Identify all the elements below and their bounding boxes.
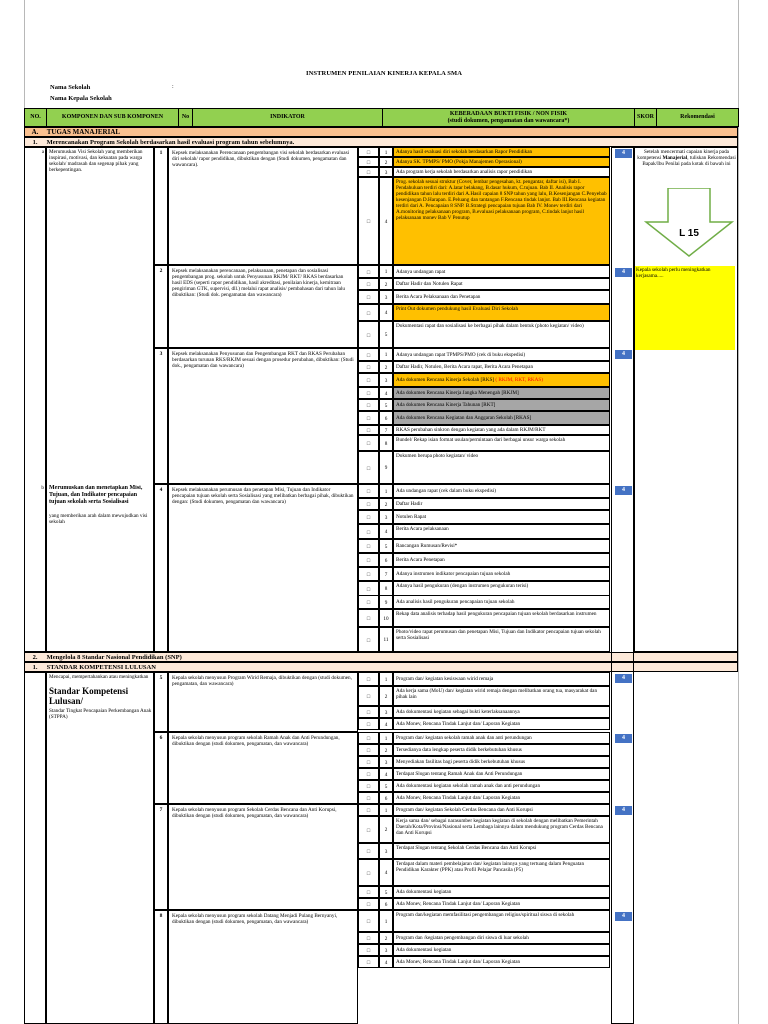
evidence-number: 5 [379,539,393,553]
evidence-text: Print Out dokumen pendukung hasil Evaluasi Diri Sekolah [393,304,610,321]
evidence-number: 1 [379,804,393,816]
indikator-number: 2 [159,268,163,274]
evidence-number: 3 [379,510,393,524]
evidence-checkbox[interactable]: ☐ [358,361,379,373]
evidence-text: Daftar Hadir [393,498,610,510]
evidence-text: Prog. sekolah sesuai struktur (Cover, lembar pengesahan, kt. pengantar, daftar isi), Bab I. Pendahuluan terdiri dari: A.latar belakang, B.dasar hukum, C.tujuan. Bab II. Analisis rapor pendidikan tahun lalu terdiri dari A.Hasil capaian 8 SNP tahun yang lalu, B.Kesenjangan C.Penyebab kesenjangan D.Harapan. E.Peluang dan tantangan F.Rencana tindak lanjut. Bab III.Rencana kegiatan terdiri dari A. Pencapaian 8 SNP. B.Strategi pencapaian tujuan Bab IV. Monev terdiri dari A.monitoring pelaksanaan program, B.evaluasi pelaksanaan program, C.tindak lanjut hasil pelaksanaan monev Bab V Penutup [393,177,610,265]
indikator-number: 8 [159,913,163,919]
evidence-number: 2 [379,744,393,756]
indikator-number: 6 [159,735,163,741]
score-cell[interactable]: 4 [615,149,632,158]
evidence-number: 1 [379,910,393,932]
indikator-number: 3 [159,351,163,357]
score-cell[interactable]: 4 [615,486,632,495]
evidence-number: 2 [379,686,393,706]
indikator-text: Kepala sekolah menyusun program sekolah Datang Menjadi Pulang Bernyanyi, dibuktikan dengan (studi dokumen, pengamatan, dan wawancara) [172,913,338,925]
evidence-text: Ada dokumentasi kegiatan sebagai bukti keterlaksanaannya [393,706,610,718]
evidence-text: Bundel/ Rekap isian format usulan/permintaan dari berbagai unsur warga sekolah [393,435,610,451]
sub-1-label: Merencanakan Program Sekolah berdasarkan hasil evaluasi program tahun sebelumnya. [46,139,295,146]
score-cell[interactable]: 4 [615,734,632,743]
score-cell[interactable]: 4 [615,806,632,815]
evidence-red-note: ( RKJM, RKT, RKAS) [494,377,544,383]
evidence-checkbox[interactable]: ☐ [358,321,379,348]
indikator-cell [168,732,358,804]
evidence-text: Ada dokumen Rencana Kinerja Sekolah [RKS] ( RKJM, RKT, RKAS) [393,373,610,387]
komponen-column-2 [46,672,154,1024]
score-cell[interactable]: 4 [615,268,632,277]
evidence-text: Ada dokumentasi kegiatan [393,886,610,898]
indikator-text: Kepsek melaksanakan Perencanaan pengembangan visi sekolah berdasarkan evaluasi diri sekolah/ rapor pendidikan, dibuktikan dengan (Studi dokumen, pengamatan dan wawancara). [172,150,350,168]
evidence-checkbox[interactable]: ☐ [358,686,379,706]
indikator-number-cell [154,804,168,910]
rekomendasi-note[interactable]: Kepala sekolah perlu meningkatkan kerjasama..... [635,266,735,350]
skl-big: Standar Kompetensi Lulusan/ [49,686,129,706]
indikator-cell [168,348,358,484]
evidence-number: 2 [379,816,393,843]
evidence-text: Program dan/kegiatan memfasilitasi pengembangan religius/spiritual siswa di sekolah [393,910,610,932]
evidence-text: Adanya instrumen indikator pencapaian tujuan sekolah [393,567,610,581]
evidence-number: 3 [379,290,393,304]
indikator-number-cell [154,732,168,804]
evidence-text: Berita Acara pelaksanaan [393,524,610,539]
evidence-checkbox[interactable]: ☐ [358,944,379,956]
evidence-text: Adanya hasil pengukuran (dengan instrumen pengukuran terisi) [393,581,610,596]
section-a-label: TUGAS MANAJERIAL [46,128,121,136]
col-no: NO. [25,109,47,127]
evidence-checkbox[interactable]: ☐ [358,411,379,425]
komp-b-code: b [41,485,44,491]
indikator-number-cell [154,147,168,265]
evidence-checkbox[interactable]: ☐ [358,147,379,157]
col-komponen: KOMPONEN DAN SUB KOMPONEN [47,109,179,127]
evidence-checkbox[interactable]: ☐ [358,595,379,609]
evidence-number: 1 [379,147,393,157]
indikator-text: Kepsek melaksanakan Penyusunan dan Pengembangan RKT dan RKAS Perubahan berdasarkan turunan RKS/RKJM sesuai dengan prosedur perubahan, dibuktikan: (Studi dok., pengamatan dan wawancara) [172,351,354,369]
evidence-checkbox[interactable]: ☐ [358,744,379,756]
evidence-checkbox[interactable]: ☐ [358,498,379,510]
evidence-text: Terdapat dalam materi pembelajaran dan/ kegiatan lainnya yang tertuang dalam Penguatan Pendidikan Karakter (PPK) atau Profil Pelajar Pancasila (P5) [393,859,610,886]
no-column-2 [24,672,46,1024]
evidence-text: Dokumen berupa photo kegiatan/ video [393,451,610,484]
evidence-text: Ada dokumen Rencana Kinerja Tahunan [RKT] [393,399,610,411]
evidence-text: Tersedianya data lengkap peserta didik berkebutuhan khusus [393,744,610,756]
evidence-number: 5 [379,886,393,898]
col-bukti-sub: (studi dokumen, pengamatan dan wawancara*) [447,117,570,124]
evidence-checkbox[interactable]: ☐ [358,843,379,859]
evidence-number: 9 [379,595,393,609]
evidence-number: 6 [379,898,393,910]
evidence-text: Daftar Hadir dan Notulen Rapat [393,278,610,290]
evidence-text: Ada analisis hasil pengukuran pencapaian tujuan sekolah [393,595,610,609]
evidence-checkbox[interactable]: ☐ [358,484,379,498]
skl-pre: Mencapai, mempertahankan atau meningkatkan [49,674,149,680]
evidence-number: 4 [379,768,393,780]
evidence-number: 9 [379,451,393,484]
evidence-checkbox[interactable]: ☐ [358,304,379,321]
evidence-text: Terdapat Slogan tentang Sekolah Cerdas Bencana dan Anti Korupsi [393,843,610,859]
evidence-checkbox[interactable]: ☐ [358,265,379,278]
evidence-number: 2 [379,361,393,373]
evidence-number: 2 [379,498,393,510]
evidence-number: 3 [379,944,393,956]
evidence-checkbox[interactable]: ☐ [358,290,379,304]
evidence-checkbox[interactable]: ☐ [358,780,379,792]
evidence-text: Ada dokumen Rencana Kegiatan dan Anggaran Sekolah [RKAS] [393,411,610,425]
evidence-number: 4 [379,177,393,265]
sub-2-label: Mengelola 8 Standar Nasional Pendidikan (SNP) [46,654,182,661]
indikator-number: 1 [159,150,163,156]
evidence-checkbox[interactable]: ☐ [358,718,379,730]
evidence-checkbox[interactable]: ☐ [358,348,379,361]
evidence-text: Adanya undangan rapat [393,265,610,278]
komp-a-code: a [41,149,44,155]
evidence-number: 5 [379,399,393,411]
evidence-checkbox[interactable]: ☐ [358,553,379,567]
col-rek: Rekomendasi [657,109,739,127]
evidence-number: 3 [379,843,393,859]
indikator-number-cell [154,672,168,732]
evidence-number: 11 [379,627,393,652]
skor-column [611,147,634,1024]
evidence-text: RKAS perubahan sinkron dengan kegiatan yang ada dalam RKJM/RKT [393,425,610,435]
evidence-number: 3 [379,706,393,718]
evidence-number: 1 [379,348,393,361]
evidence-text: Program dan /kegiatan pengembangan diri siswa di luar sekolah [393,932,610,944]
score-cell[interactable]: 4 [615,674,632,683]
evidence-text: Rancangan Rumusan/Revisi* [393,539,610,553]
col-indikator: INDIKATOR [193,109,383,127]
skl-post: Standar Tingkat Pencapaian Perkembangan Anak (STPPA) [49,708,152,720]
evidence-number: 3 [379,373,393,387]
evidence-checkbox[interactable]: ☐ [358,435,379,451]
section-a-code: A. [31,128,39,136]
sub-2a-label: STANDAR KOMPETENSI LULUSAN [46,664,156,671]
evidence-checkbox[interactable]: ☐ [358,956,379,968]
evidence-number: 4 [379,956,393,968]
indikator-cell [168,672,358,732]
evidence-text: Ada Monev, Rencana Tindak Lanjut dan/ Laporan Kegiatan [393,718,610,730]
evidence-number: 1 [379,484,393,498]
evidence-number: 4 [379,304,393,321]
indikator-number: 5 [159,675,163,681]
evidence-number: 8 [379,435,393,451]
indikator-text: Kepala sekolah menyusun Program Wirid Remaja, dibuktikan dengan (studi dokumen, pengamatan, dan wawancara) [172,675,352,687]
evidence-number: 4 [379,718,393,730]
score-cell[interactable]: 4 [615,912,632,921]
evidence-checkbox[interactable]: ☐ [358,567,379,581]
evidence-text: Notulen Rapat [393,510,610,524]
evidence-checkbox[interactable]: ☐ [358,672,379,686]
evidence-checkbox[interactable]: ☐ [358,539,379,553]
evidence-number: 4 [379,859,393,886]
indikator-cell [168,910,358,1024]
rek-intro-end: , tuliskan Rekomendasi Bapak/Ibu Penilai pada kotak di bawah ini [642,155,736,167]
evidence-checkbox[interactable]: ☐ [358,609,379,627]
evidence-number: 7 [379,567,393,581]
evidence-checkbox[interactable]: ☐ [358,732,379,744]
indikator-number: 4 [159,487,163,493]
evidence-text: Menyediakan fasilitas bagi peserta didik berkebutuhan khusus [393,756,610,768]
evidence-checkbox[interactable]: ☐ [358,581,379,596]
evidence-text: Adanya hasil evaluasi diri sekolah berdasarkan Rapor Pendidikan [393,147,610,157]
indikator-text: Kepala sekolah menyusun program sekolah Ramah Anak dan Anti Perundungan, dibuktikan dengan (studi dokumen, pengamatan, dan wawancara) [172,735,340,747]
evidence-text: Kerja sama dan/ sebagai narasumber kegiatan kegiatan di sekolah dengan melibatkan Pemerintah Daerah/Kota/Provinsi/Nasional serta Lembaga lainnya dalam mendukung program Cerdas Bencana dan Anti Korupsi [393,816,610,843]
evidence-number: 5 [379,780,393,792]
page-title: INSTRUMEN PENILAIAN KINERJA KEPALA SMA [305,70,463,77]
evidence-text: Ada undangan rapat (cek dalam buku ekspedisi) [393,484,610,498]
indikator-text: Kepsek melaksanakan perumusan dan penetapan Misi, Tujuan dan Indikator pencapaian tujuan sekolah serta Sosialisasi yang melibatkan berbagai pihak, dibuktikan dengan: (Studi dokumen, pengamatan dan wawancara) [172,487,354,505]
komp-b-title: Merumuskan dan menetapkan Misi, Tujuan, dan Indikator pencapaian tujuan sekolah serta Sosialisasi [49,485,143,505]
indikator-cell [168,484,358,652]
evidence-number: 2 [379,157,393,167]
evidence-number: 7 [379,425,393,435]
col-bukti [383,109,635,127]
indikator-number-cell [154,348,168,484]
evidence-number: 6 [379,411,393,425]
evidence-number: 1 [379,672,393,686]
evidence-text: Ada dokumen Rencana Kinerja Jangka Menengah [RKJM] [393,387,610,399]
sub-1 [24,137,738,147]
arrow-label: L 15 [679,228,699,239]
section-a [24,127,738,137]
evidence-checkbox[interactable]: ☐ [358,373,379,387]
evidence-number: 10 [379,609,393,627]
evidence-text: Ada Monev, Rencana Tindak Lanjut dan/ Laporan Kegiatan [393,792,610,804]
evidence-checkbox[interactable]: ☐ [358,425,379,435]
komp-b-text: yang memberikan arah dalam mewujudkan visi sekolah [49,513,148,525]
sub-2a-code: 1. [32,664,38,671]
evidence-checkbox[interactable]: ☐ [358,524,379,539]
sub-2-code: 2. [32,654,38,661]
school-value: : [172,84,174,90]
evidence-checkbox[interactable]: ☐ [358,816,379,843]
evidence-checkbox[interactable]: ☐ [358,932,379,944]
indikator-text: Kepala sekolah menyusun program Sekolah Cerdas Bencana dan Anti Korupsi, dibuktikan dengan (studi dokumen, pengamatan, dan wawancara) [172,807,337,819]
evidence-checkbox[interactable]: ☐ [358,167,379,177]
evidence-text: Ada program kerja sekolah berdasarkan analisis rapor pendidikan [393,167,610,177]
evidence-number: 3 [379,756,393,768]
evidence-checkbox[interactable]: ☐ [358,157,379,167]
school-label: Nama Sekolah [50,84,91,91]
evidence-text: Program dan/ kegiatan kesiswaan wirid remaja [393,672,610,686]
rek-intro-1: Setelah mencermati capaian kinerja pada kompetensi [637,149,729,161]
evidence-checkbox[interactable]: ☐ [358,706,379,718]
evidence-text: Photo/video rapat perumusan dan penetapan Misi, Tujuan dan Indikator pencapaian tujuan sekolah serta Sosialisasi [393,627,610,652]
evidence-text: Berita Acara Pelaksanaan dan Penetapan [393,290,610,304]
evidence-number: 6 [379,792,393,804]
indikator-number-cell [154,910,168,1024]
evidence-text: Program dan/ kegiatan sekolah ramah anak dan anti perundungan [393,732,610,744]
evidence-checkbox[interactable]: ☐ [358,399,379,411]
evidence-text: Dokumentasi rapat dan sosialisasi ke berbagai pihak dalam bentuk (photo kegiatan/ video) [393,321,610,348]
evidence-checkbox[interactable]: ☐ [358,886,379,898]
down-arrow-icon [644,188,734,258]
evidence-text: Ada dokumentasi kegiatan [393,944,610,956]
indikator-cell [168,804,358,910]
evidence-text: Program dan/ kegiatan Sekolah Cerdas Bencana dan Anti Korupsi [393,804,610,816]
evidence-checkbox[interactable]: ☐ [358,627,379,652]
evidence-number: 5 [379,321,393,348]
evidence-checkbox[interactable]: ☐ [358,804,379,816]
evidence-checkbox[interactable]: ☐ [358,792,379,804]
indikator-text: Kepsek melaksanakan perencanaan, pelaksanaan, penetapan dan sosialisasi pengembangan prog. sekolah untuk Penyusunan RKJM/ RKT/ RKAS berdasarkan hasil EDS (seperti rapor pendidikan, hasil akreditasi, penilaian kinerja, kemitraan pengiriman GTK, supervisi, dll.) melalui rapat analisis/ pembahasan dari tahun lalu dibuktikan: (Studi dok. pengamatan dan wawancara) [172,268,346,298]
evidence-checkbox[interactable]: ☐ [358,756,379,768]
evidence-number: 4 [379,387,393,399]
evidence-checkbox[interactable]: ☐ [358,898,379,910]
no-column [24,147,46,652]
evidence-number: 8 [379,581,393,596]
evidence-number: 1 [379,265,393,278]
evidence-number: 3 [379,167,393,177]
sub-1-code: 1. [32,139,38,146]
evidence-checkbox[interactable]: ☐ [358,768,379,780]
col-bukti-label: KEBERADAAN BUKTI FISIK / NON FISIK [449,110,568,117]
evidence-checkbox[interactable]: ☐ [358,278,379,290]
score-cell[interactable]: 4 [615,350,632,359]
komp-a-text: Merumuskan Visi Sekolah yang memberikan inspirasi, motivasi, dan kekuatan pada warga sekolah/ madrasah dan segenap pihak yang berkepentingan. [49,149,143,173]
indikator-number-cell [154,484,168,652]
evidence-text: Berita Acara Penetapan [393,553,610,567]
evidence-text: Adanya SK. TPMPS/ PMO (Pokja Manajemen Operasional) [393,157,610,167]
indikator-cell [168,265,358,348]
rek-intro-bold: Manajerial [662,155,688,161]
evidence-number: 4 [379,524,393,539]
evidence-text: Daftar Hadir, Notulen, Berita Acara rapat, Berita Acara Penetapan [393,361,610,373]
evidence-checkbox[interactable]: ☐ [358,859,379,886]
evidence-number: 1 [379,732,393,744]
evidence-text: Ada dokumentasi kegiatan sekolah ramah anak dan anti perundungan [393,780,610,792]
evidence-checkbox[interactable]: ☐ [358,387,379,399]
evidence-checkbox[interactable]: ☐ [358,451,379,484]
col-skor: SKOR [635,109,657,127]
indikator-cell [168,147,358,265]
evidence-text: Terdapat Slogan tentang Ramah Anak dan Anti Perundungan [393,768,610,780]
komponen-column [46,147,154,652]
evidence-checkbox[interactable]: ☐ [358,177,379,265]
column-header [24,108,739,127]
col-no2: No [179,109,193,127]
evidence-number: 2 [379,278,393,290]
grid-line [738,0,739,1024]
evidence-number: 2 [379,932,393,944]
evidence-checkbox[interactable]: ☐ [358,910,379,932]
evidence-text: Rekap data analisis terhadap hasil pengukuran pencapaian tujuan sekolah berdasarkan instrumen [393,609,610,627]
indikator-number: 7 [159,807,163,813]
evidence-text: Ada Monev, Rencana Tindak Lanjut dan/ Laporan Kegiatan [393,898,610,910]
evidence-text: Ada kerja sama (MoU) dan/ kegiatan wirid remaja dengan melibatkan orang tua, masyarakat dan pihak lain [393,686,610,706]
evidence-checkbox[interactable]: ☐ [358,510,379,524]
rekomendasi-intro [637,149,736,167]
principal-label: Nama Kepala Sekolah [50,95,112,102]
indikator-number-cell [154,265,168,348]
evidence-text: Ada Monev, Rencana Tindak Lanjut dan/ Laporan Kegiatan [393,956,610,968]
evidence-text: Adanya undangan rapat TPMPS/PMO (cek di buku ekspedisi) [393,348,610,361]
evidence-number: 6 [379,553,393,567]
